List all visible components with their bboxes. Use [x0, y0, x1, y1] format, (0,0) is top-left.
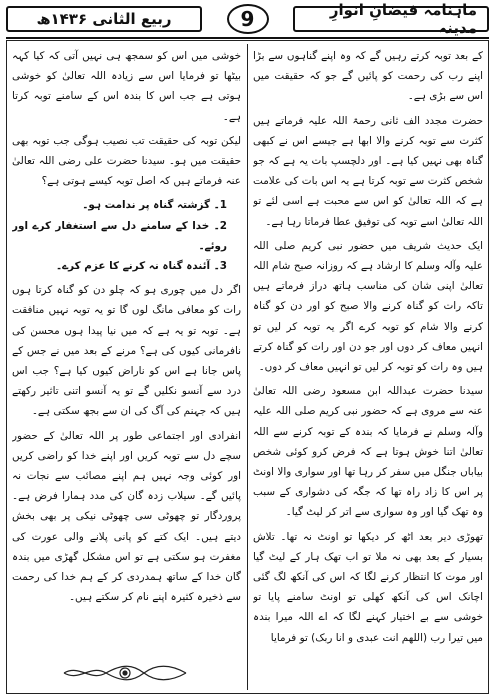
list-item: 2۔ خدا کے سامنے دل سے استغفار کرے اور روئے۔: [12, 219, 227, 252]
column-divider: [247, 44, 248, 690]
decorative-ornament: [60, 662, 190, 684]
list-item: 3۔ آئندہ گناہ نہ کرنے کا عزم کرے۔: [55, 260, 227, 273]
paragraph: لیکن توبہ کی حقیقت تب نصیب ہوگی جب توبہ بھی حقیقت میں ہو۔ سیدنا حضرت علی رضی اللہ تعالیٰ عنہ فرماتے ہیں کہ اصل توبہ کیسے ہوتی ہے؟: [12, 134, 241, 188]
paragraph: حضرت مجدد الف ثانی رحمۃ اللہ علیہ فرماتے ہیں کثرت سے توبہ کرنے والا ابھا ہے جیسے اس نے کبھی گناہ بھی نہیں کیا ہے۔ اور دلچسپ بات یہ ہے کہ جو شخص کثرت سے توبہ کرتا ہے یہ اس بات کی علامت ہے کہ اللہ تعالیٰ کو اس سے محبت ہے اسی لئے تو اللہ تعالیٰ اسے توبہ کی توفیق عطا فرماتا رہا ہے۔: [253, 114, 483, 228]
issue-date-box: [6, 6, 202, 32]
paragraph: اگر دل میں چوری ہو کہ چلو دن کو گناہ کرتا ہوں رات کو معافی مانگ لوں گا تو یہ توبہ نہیں منافقت ہے۔ توبہ تو یہ ہے کہ میں نیا پیدا ہوں محسن کی نافرمانی کیوں کی ہے؟ مرنے کے بعد میں نے جس کے پاس جانا ہے اس کو ناراض کیوں کیا ہے؟ جب اس درد سے آنسو نکلیں گے تو یہ آنسو اتنی تاثیر رکھتے ہیں کہ جہنم کی آگ کی ان سے بجھ سکتی ہے۔: [12, 284, 241, 418]
header-rule: [6, 37, 489, 39]
list-item: 1۔ گزشتہ گناہ پر ندامت ہو۔: [82, 199, 227, 212]
paragraph: خوشی میں اس کو سمجھ ہی نہیں آتی کہ کیا کہہ بیٹھا تو فرمایا اس سے زیادہ اللہ تعالیٰ کو خوشی ہوتی ہے جب اس کا بندہ اس کے سامنے توبہ کرتا ہے۔: [12, 50, 241, 123]
journal-title-box: [293, 1, 489, 37]
paragraph: کے بعد توبہ کرتے رہیں گے کہ وہ اپنے گناہوں سے بڑا اپنے رب کی رحمت کو پائیں گے جو کہ حقیقت میں اس سے بڑی ہے۔: [253, 50, 483, 103]
paragraph: ایک حدیث شریف میں حضور نبی کریم صلی اللہ علیہ وآلہ وسلم کا ارشاد ہے کہ روزانہ صبح شام اللہ تعالیٰ اپنی شان کی مناسب ہاتھ دراز فرماتے ہیں تاکہ رات کو گناہ کرنے والا صبح کو اور دن کو گناہ کرنے والا شام کو توبہ کرے اگر یہ توبہ کر لیں تو انہیں معاف کر دوں اور جو دن اور رات کو گناہ کرتے ہیں وہ رات کو توبہ کر لیں تو انہیں معاف کر دوں۔: [253, 239, 483, 374]
left-column: [12, 46, 241, 690]
right-column: [253, 46, 483, 690]
paragraph: سیدنا حضرت عبداللہ ابن مسعود رضی اللہ تعالیٰ عنہ سے مروی ہے کہ حضور نبی کریم صلی اللہ علیہ وآلہ وسلم نے فرمایا کہ بندہ کے توبہ کرنے سے اللہ تعالیٰ اتنا خوش ہوتا ہے کہ فرض کرو کوئی شخص بیاباں جنگل میں سفر کر رہا تھا اور سواری والا اونٹ پر اس کا زاد راہ تھا کہ جگہ کی دشواری کے سبب وہ تھک گیا اور وہ سواری سے اتر کر لیٹ گیا۔: [253, 385, 483, 519]
journal-title: ماہنامہ فیضانِ انوارِ مدینہ: [329, 1, 477, 37]
page-number-badge: [227, 4, 269, 34]
issue-date: ربیع الثانی ۱۴۳۶ھ: [36, 10, 172, 28]
page-header: [6, 1, 489, 37]
paragraph: تھوڑی دیر بعد اٹھ کر دیکھا تو اونٹ نہ تھا۔ تلاش بسیار کے بعد بھی نہ ملا تو اب تھک ہار کے لیٹ گیا اور موت کا انتظار کرنے لگا کہ اس کی آنکھ لگ گئی اچانک اس کی آنکھ کھلی تو اونٹ سامنے پایا تو خوشی سے بے اختیار کہنے لگا کہ اے اللہ میرا بندہ میں تیرا رب (اللھم انت عبدی و انا ربک) تو فرمایا: [253, 530, 483, 644]
repentance-conditions-list: [12, 195, 241, 276]
page-number: 9: [240, 7, 255, 31]
paragraph: انفرادی اور اجتماعی طور پر اللہ تعالیٰ کے حضور سچے دل سے توبہ کریں اور اپنے خدا کو راضی کریں اور کوئی وجہ نہیں ہم اپنے مصائب سے نجات نہ پائیں گے۔ سیلاب زدہ گان کی مدد ہمارا فرض ہے۔ پروردگار تو چھوٹی سی چھوٹی نیکی پر بھی بخش دیتے ہیں۔ ایک کتے کو پانی پلانے والی عورت کی مغفرت ہو سکتی ہے تو اس مشکل گھڑی میں بندہ گان خدا کے ساتھ ہمدردی کر کے ہم خدا کی رحمت سے ذخیرہ کثیرہ اپنے نام کر سکتے ہیں۔: [12, 429, 241, 604]
